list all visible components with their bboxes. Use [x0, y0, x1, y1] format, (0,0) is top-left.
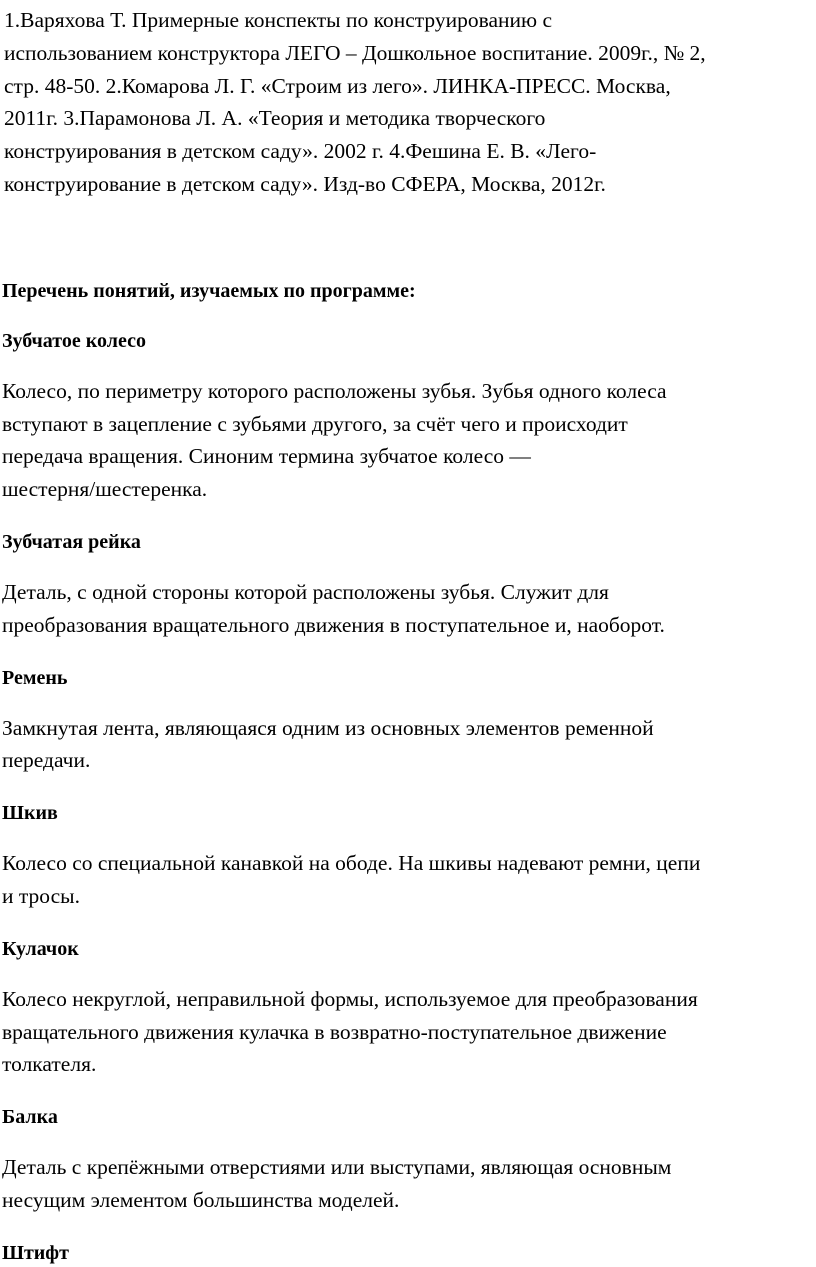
term-cam — [2, 935, 816, 1081]
term-title: Кулачок — [2, 937, 79, 960]
term-title: Зубчатое колесо — [2, 329, 146, 352]
term-definition: Деталь, с одной стороны которой расположены зубья. Служит для преобразования вращательного движения в поступательное и, наоборот. — [2, 579, 665, 637]
term-pulley — [2, 799, 816, 913]
term-title: Балка — [2, 1106, 58, 1129]
term-definition: Колесо, по периметру которого расположены зубья. Зубья одного колеса вступают в зацепление с зубьями другого, за счёт чего и происходит передача вращения. Синоним термина зубчатое колесо — шестерня/шестеренка. — [2, 378, 667, 502]
term-beam — [2, 1103, 816, 1217]
references-paragraph: 1.Варяхова Т. Примерные конспекты по конструированию с использованием конструктора ЛЕГО – Дошкольное воспитание. 2009г., № 2, стр. 48-50. 2.Комарова Л. Г. «Строим из лего». ЛИНКА-ПРЕСС. Москва, 2011г. 3.Парамонова Л. А. «Теория и методика творческого конструирования в детском саду». 2002 г. 4.Фешина Е. В. «Лего- конструирование в детском саду». Изд-во СФЕРА, Москва, 2012г. — [4, 8, 706, 196]
term-gear-rack — [2, 528, 816, 642]
term-title: Шкив — [2, 802, 58, 825]
term-gear-wheel — [2, 327, 816, 506]
term-title: Ремень — [2, 666, 68, 689]
term-definition: Колесо со специальной канавкой на ободе. На шкивы надевают ремни, цепи и тросы. — [2, 851, 701, 908]
concepts-heading: Перечень понятий, изучаемых по программе: — [2, 279, 416, 302]
term-definition: Замкнутая лента, являющаяся одним из основных элементов ременной передачи. — [2, 715, 654, 773]
term-belt — [2, 664, 816, 778]
term-title: Штифт — [2, 1241, 69, 1264]
term-definition: Деталь с крепёжными отверстиями или выступами, являющая основным несущим элементом большинства моделей. — [2, 1155, 672, 1212]
term-title: Зубчатая рейка — [2, 530, 141, 553]
term-definition: Колесо некруглой, неправильной формы, используемое для преобразования вращательного движения кулачка в возвратно-поступательное движение толкателя. — [2, 986, 698, 1077]
